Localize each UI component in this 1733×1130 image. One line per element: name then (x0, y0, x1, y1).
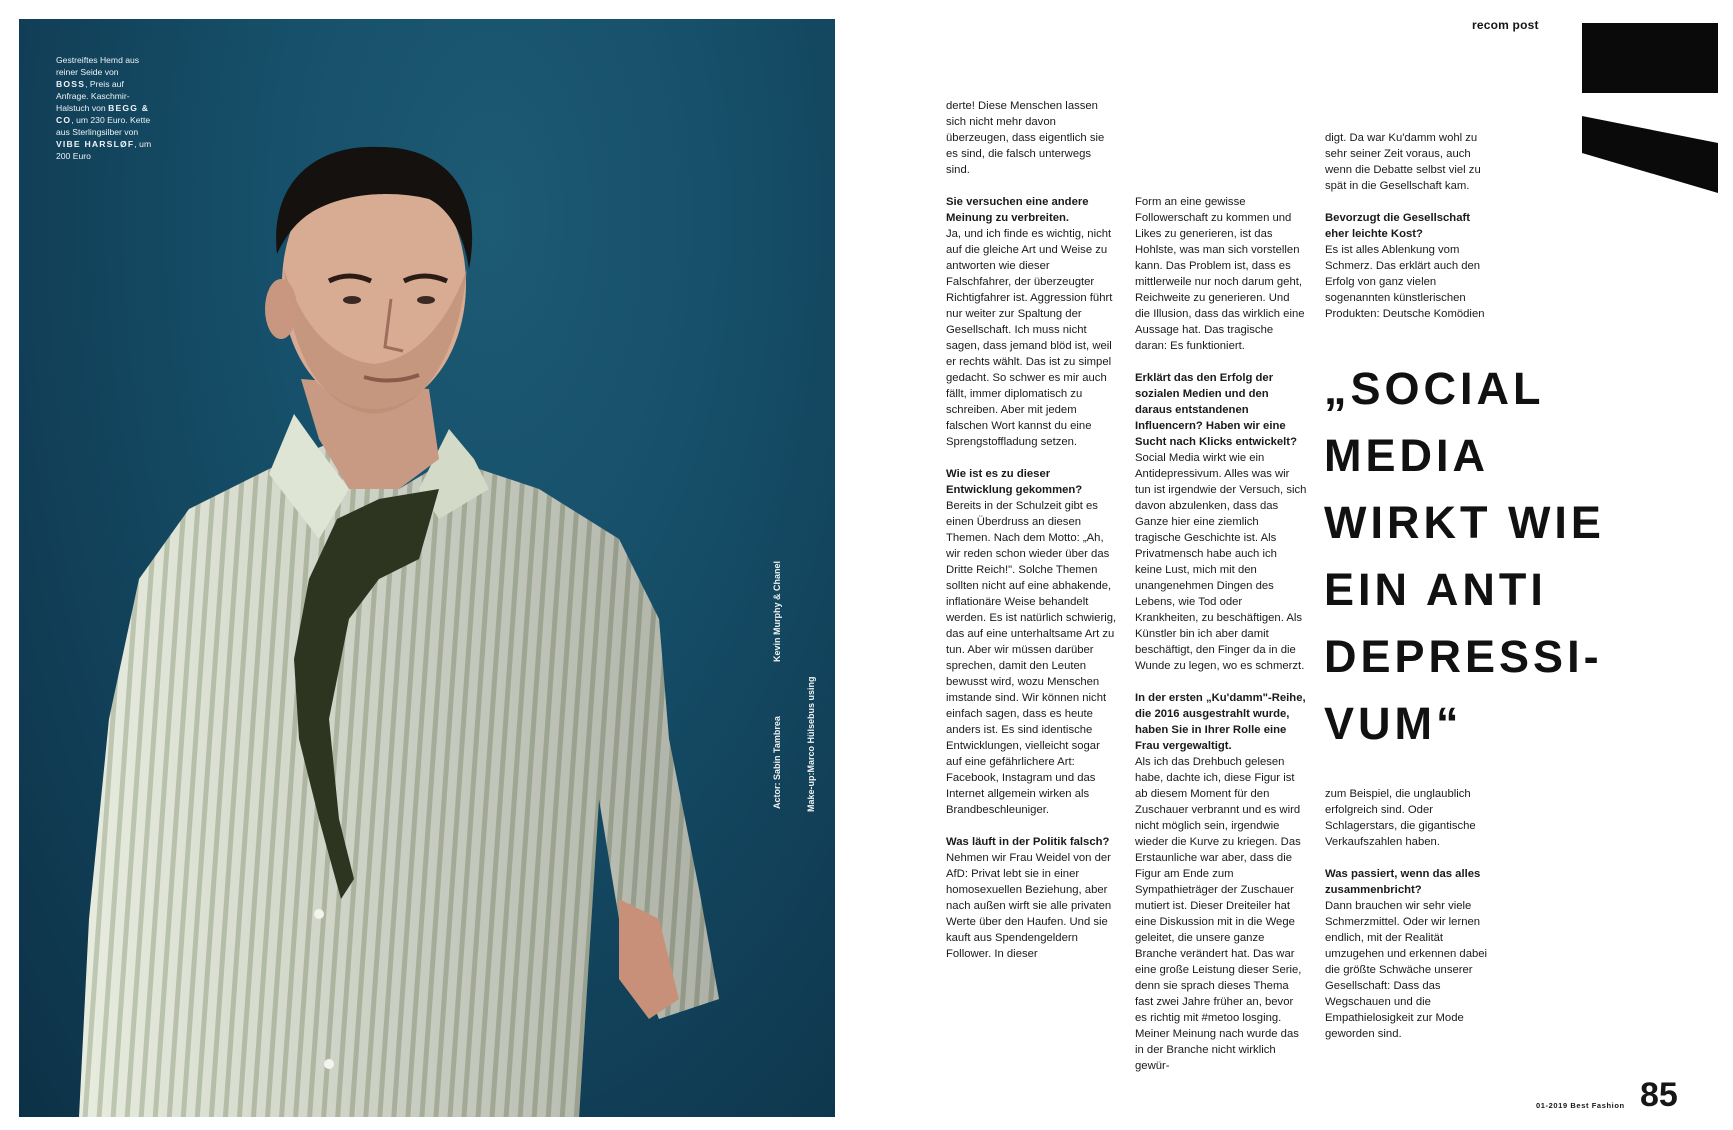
pull-quote-line: VUM“ (1324, 698, 1463, 749)
interview-question: Erklärt das den Erfolg der sozialen Medien und den daraus entstandenen Influencern? Haben wir eine Sucht nach Klicks entwickelt? (1135, 372, 1297, 448)
interview-question: Was läuft in der Politik falsch? (946, 836, 1110, 848)
paragraph: digt. Da war Ku'damm wohl zu sehr seiner Zeit voraus, auch wenn die Debatte selbst viel zu spät in die Gesellschaft kam. (1325, 132, 1481, 192)
pull-quote-line: „SOCIAL (1324, 363, 1545, 414)
text-column-2 (1135, 194, 1307, 1090)
portrait-photo (19, 19, 835, 1117)
pull-quote-line: DEPRESSI- (1324, 631, 1603, 682)
credit-actor: Actor: Sabin Tambrea (772, 716, 782, 809)
interview-answer: Als ich das Drehbuch gelesen habe, dachte ich, diese Figur ist ab diesem Moment für den Zuschauer verbrannt und es wird nicht möglich sein, irgendwie wieder die Kurve zu kriegen. Das Erstaunliche war aber, dass die Figur am Ende zum Sympathieträger der Zuschauer mutiert ist. Dieser Dreiteiler hat eine Diskussion mit in die Wege geleitet, die unsere ganze Branche verändert hat. Das war eine große Leistung dieser Serie, denn sie sprach dieses Thema fast zwei Jahre früher an, bevor es richtig mit #metoo losging. Meiner Meinung nach wurde das in der Branche nicht wirklich gewür- (1135, 756, 1302, 1072)
interview-answer: Bereits in der Schulzeit gibt es einen Überdruss an diesen Themen. Nach dem Motto: „Ah, wir reden schon wieder über das Dritte Reich!". Solche Themen sollten nicht auf eine abhakende, inflationäre Weise behandelt werden. Es ist natürlich schwierig, das auf eine unterhaltsame Art zu tun. Aber wir müssen darüber sprechen, damit den Leuten bewusst wird, wozu Menschen imstande sind. Wir können nicht einfach sagen, dass es heute anders ist. Es sind identische Entwicklungen, vielleicht sogar auf eine gefährlichere Art: Facebook, Instagram und das Internet allgemein wirken als Brandbeschleuniger. (946, 500, 1117, 816)
caption-brand-boss: BOSS (56, 79, 86, 89)
paragraph: derte! Diese Menschen lassen sich nicht mehr davon überzeugen, dass eigentlich sie es sind, die falsch unterwegs sind. (946, 100, 1105, 176)
pull-quote (1324, 355, 1654, 757)
interview-answer: Dann brauchen wir sehr viele Schmerzmittel. Oder wir lernen endlich, mit der Realität umzugehen und erkennen dabei die größte Schwäche unserer Gesellschaft: Dass das Wegschauen und die Empathielosigkeit zur Mode geworden sind. (1325, 900, 1488, 1040)
interview-answer: Ja, und ich finde es wichtig, nicht auf die gleiche Art und Weise zu antworten wie dieser Falschfahrer, der überzeugter Richtigfahrer ist. Aggression führt nur weiter zur Spaltung der Gesellschaft. Ich muss nicht sagen, dass jemand blöd ist, weil er rechts wählt. Das ist zu simpel gedacht. So schwer es mir auch fällt, immer diplomatisch zu schreiben. Aber mit jedem falschen Wort kannst du eine Sprengstoffladung setzen. (946, 228, 1113, 448)
interview-question: In der ersten „Ku'damm"-Reihe, die 2016 ausgestrahlt wurde, haben Sie in Ihrer Rolle eine Frau vergewaltigt. (1135, 692, 1306, 752)
caption-text: Gestreiftes Hemd aus reiner Seide von (56, 55, 140, 77)
caption-text: , um 200 Euro (56, 139, 152, 161)
corner-logo-mark (1582, 23, 1722, 195)
caption-brand-begg: BEGG & CO (56, 103, 150, 125)
page-number: 85 (1640, 1076, 1678, 1114)
text-column-1 (946, 98, 1118, 978)
photo-caption (56, 54, 152, 162)
caption-brand-vibe: VIBE HARSLØF (56, 139, 135, 149)
portrait-illustration (19, 19, 835, 1117)
text-column-3-top (1325, 130, 1497, 338)
pull-quote-line: EIN ANTI (1324, 564, 1547, 615)
interview-answer: Nehmen wir Frau Weidel von der AfD: Privat lebt sie in einer homosexuellen Beziehung, aber nach außen wirft sie alle privaten Werte über den Haufen. Und sie kauft aus Spendengeldern Follower. In dieser (946, 852, 1112, 960)
credit-clothes: Kevin Murphy & Chanel (772, 560, 782, 662)
paragraph: Form an eine gewisse Followerschaft zu kommen und Likes zu generieren, ist das Hohlste, was man sich vorstellen kann. Das Problem ist, dass es mittlerweile nur noch darum geht, Reichweite zu generieren. Und die Illusion, dass das wirklich eine Aussage hat. Das tragische daran: Es funktioniert. (1135, 196, 1305, 352)
interview-answer: Social Media wirkt wie ein Antidepressivum. Alles was wir tun ist irgendwie der Versuch, sich davon abzulenken, dass das Ganze hier eine ziemlich tragische Geschichte ist. Als Privatmensch habe auch ich keine Lust, mich mit den unangenehmen Dingen des Lebens, wie Tod oder Krankheiten, zu beschäftigen. Als Künstler bin ich aber damit beschäftigt, den Finger da in die Wunde zu legen, wo es schmerzt. (1135, 452, 1307, 672)
interview-question: Sie versuchen eine andere Meinung zu verbreiten. (946, 196, 1089, 224)
interview-question: Was passiert, wenn das alles zusammenbricht? (1325, 868, 1481, 896)
text-column-3-bottom (1325, 786, 1497, 1058)
pull-quote-line: MEDIA (1324, 430, 1489, 481)
issue-label: 01-2019 Best Fashion (1536, 1101, 1625, 1110)
credit-makeup: Make-up:Marco Hülsebus using (806, 676, 816, 812)
caption-text: , um 230 Euro. Kette aus Sterlingsilber von (56, 115, 151, 137)
interview-answer: Es ist alles Ablenkung vom Schmerz. Das erklärt auch den Erfolg von ganz vielen sogenannten künstlerischen Produkten: Deutsche Komödien (1325, 244, 1485, 320)
pull-quote-line: WIRKT WIE (1324, 497, 1605, 548)
interview-question: Bevorzugt die Gesellschaft eher leichte Kost? (1325, 212, 1471, 240)
paragraph: zum Beispiel, die unglaublich erfolgreich sind. Oder Schlagerstars, die gigantische Verkaufszahlen haben. (1325, 788, 1476, 848)
brand-label: recom post (1472, 18, 1539, 32)
interview-question: Wie ist es zu dieser Entwicklung gekommen? (946, 468, 1083, 496)
caption-text: , Preis auf Anfrage. Kaschmir-Halstuch von (56, 79, 130, 113)
